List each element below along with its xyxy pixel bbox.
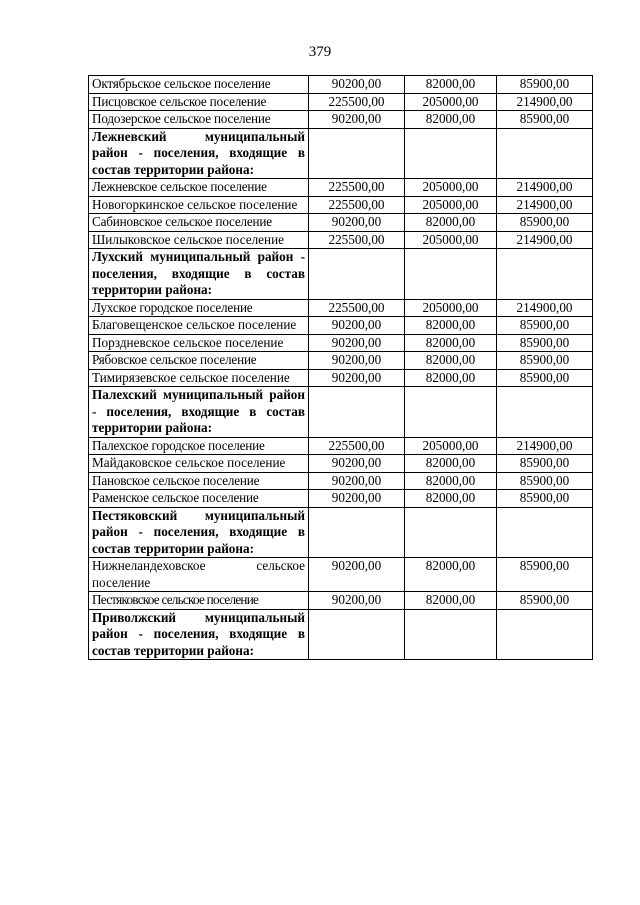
table-row (89, 472, 593, 490)
amount-cell-3: 85900,00 (497, 558, 593, 592)
amount-cell-1: 225500,00 (309, 179, 405, 197)
table-row (89, 93, 593, 111)
amount-cell-1: 90200,00 (309, 111, 405, 129)
settlements-table (88, 75, 593, 660)
amount-cell-3: 85900,00 (497, 455, 593, 473)
table-row (89, 299, 593, 317)
table-row (89, 437, 593, 455)
amount-cell-1 (309, 609, 405, 660)
district-header-row (89, 387, 593, 438)
amount-cell-1: 225500,00 (309, 299, 405, 317)
settlement-name-cell: Подозерское сельское поселение (89, 111, 309, 129)
amount-cell-3 (497, 387, 593, 438)
amount-cell-3: 85900,00 (497, 76, 593, 94)
table-row (89, 592, 593, 610)
amount-cell-3: 85900,00 (497, 472, 593, 490)
settlement-name-cell: Лухское городское поселение (89, 299, 309, 317)
settlement-name-cell: Благовещенское сельское поселение (89, 317, 309, 335)
amount-cell-3: 85900,00 (497, 369, 593, 387)
amount-cell-3: 85900,00 (497, 334, 593, 352)
settlement-name-cell: Октябрьское сельское поселение (89, 76, 309, 94)
amount-cell-3: 85900,00 (497, 490, 593, 508)
settlement-name-cell: Писцовское сельское поселение (89, 93, 309, 111)
amount-cell-1: 90200,00 (309, 214, 405, 232)
amount-cell-3: 214900,00 (497, 196, 593, 214)
amount-cell-3 (497, 249, 593, 300)
table-row (89, 317, 593, 335)
amount-cell-1 (309, 507, 405, 558)
table-row (89, 179, 593, 197)
amount-cell-1: 90200,00 (309, 76, 405, 94)
table-row (89, 214, 593, 232)
amount-cell-2 (405, 507, 497, 558)
district-name-cell: Палехский муниципальный район - поселения, входящие в состав территории района: (89, 387, 309, 438)
amount-cell-3: 85900,00 (497, 214, 593, 232)
amount-cell-3: 85900,00 (497, 592, 593, 610)
amount-cell-2 (405, 609, 497, 660)
settlement-name-cell: Пановское сельское поселение (89, 472, 309, 490)
amount-cell-1: 90200,00 (309, 317, 405, 335)
amount-cell-2: 205000,00 (405, 196, 497, 214)
district-name-cell: Приволжский муниципальный район - поселения, входящие в состав территории района: (89, 609, 309, 660)
amount-cell-2: 82000,00 (405, 592, 497, 610)
table-row (89, 111, 593, 129)
amount-cell-1: 90200,00 (309, 369, 405, 387)
district-header-row (89, 507, 593, 558)
amount-cell-3 (497, 609, 593, 660)
amount-cell-2 (405, 387, 497, 438)
amount-cell-3: 214900,00 (497, 179, 593, 197)
amount-cell-3: 85900,00 (497, 317, 593, 335)
amount-cell-2: 82000,00 (405, 558, 497, 592)
table-body (89, 76, 593, 660)
amount-cell-3: 214900,00 (497, 299, 593, 317)
amount-cell-2: 82000,00 (405, 490, 497, 508)
amount-cell-2 (405, 249, 497, 300)
district-name-cell: Лежневский муниципальный район - поселения, входящие в состав территории района: (89, 128, 309, 179)
settlement-name-cell: Палехское городское поселение (89, 437, 309, 455)
amount-cell-2 (405, 128, 497, 179)
amount-cell-1 (309, 387, 405, 438)
district-header-row (89, 128, 593, 179)
table-row (89, 455, 593, 473)
amount-cell-2: 82000,00 (405, 214, 497, 232)
amount-cell-3: 85900,00 (497, 352, 593, 370)
amount-cell-3 (497, 128, 593, 179)
amount-cell-2: 205000,00 (405, 299, 497, 317)
amount-cell-2: 82000,00 (405, 369, 497, 387)
table-row (89, 196, 593, 214)
amount-cell-2: 205000,00 (405, 93, 497, 111)
table-row (89, 352, 593, 370)
table-row (89, 558, 593, 592)
amount-cell-1: 90200,00 (309, 455, 405, 473)
amount-cell-1: 90200,00 (309, 592, 405, 610)
amount-cell-2: 82000,00 (405, 472, 497, 490)
settlement-name-cell: Рябовское сельское поселение (89, 352, 309, 370)
amount-cell-2: 82000,00 (405, 111, 497, 129)
amount-cell-2: 205000,00 (405, 231, 497, 249)
amount-cell-1: 225500,00 (309, 231, 405, 249)
amount-cell-1 (309, 249, 405, 300)
amount-cell-2: 82000,00 (405, 76, 497, 94)
amount-cell-2: 82000,00 (405, 352, 497, 370)
amount-cell-1: 90200,00 (309, 352, 405, 370)
amount-cell-3: 214900,00 (497, 231, 593, 249)
settlement-name-cell: Тимирязевское сельское поселение (89, 369, 309, 387)
amount-cell-1: 225500,00 (309, 437, 405, 455)
table-row (89, 76, 593, 94)
amount-cell-2: 205000,00 (405, 437, 497, 455)
settlement-name-cell: Лежневское сельское поселение (89, 179, 309, 197)
amount-cell-1: 225500,00 (309, 196, 405, 214)
settlement-name-cell: Майдаковское сельское поселение (89, 455, 309, 473)
district-name-cell: Лухский муниципальный район - поселения, входящие в состав территории района: (89, 249, 309, 300)
page-number: 379 (308, 44, 332, 60)
table-row (89, 231, 593, 249)
district-header-row (89, 249, 593, 300)
amount-cell-2: 82000,00 (405, 334, 497, 352)
amount-cell-1: 90200,00 (309, 472, 405, 490)
settlement-name-cell: Раменское сельское поселение (89, 490, 309, 508)
amount-cell-3: 214900,00 (497, 93, 593, 111)
settlement-name-cell: Шилыковское сельское поселение (89, 231, 309, 249)
amount-cell-2: 82000,00 (405, 317, 497, 335)
table-row (89, 334, 593, 352)
settlement-name-cell: Пестяковское сельское поселение (89, 592, 309, 610)
amount-cell-2: 82000,00 (405, 455, 497, 473)
table-row (89, 369, 593, 387)
amount-cell-1 (309, 128, 405, 179)
table-row (89, 490, 593, 508)
district-header-row (89, 609, 593, 660)
amount-cell-2: 205000,00 (405, 179, 497, 197)
settlement-name-cell: Сабиновское сельское поселение (89, 214, 309, 232)
amount-cell-3: 85900,00 (497, 111, 593, 129)
settlement-name-cell: Порздневское сельское поселение (89, 334, 309, 352)
settlement-name-cell: Новогоркинское сельское поселение (89, 196, 309, 214)
district-name-cell: Пестяковский муниципальный район - поселения, входящие в состав территории района: (89, 507, 309, 558)
amount-cell-1: 90200,00 (309, 334, 405, 352)
amount-cell-1: 90200,00 (309, 558, 405, 592)
amount-cell-3: 214900,00 (497, 437, 593, 455)
amount-cell-1: 90200,00 (309, 490, 405, 508)
amount-cell-1: 225500,00 (309, 93, 405, 111)
settlement-name-cell: Нижнеландеховское сельское поселение (89, 558, 309, 592)
amount-cell-3 (497, 507, 593, 558)
